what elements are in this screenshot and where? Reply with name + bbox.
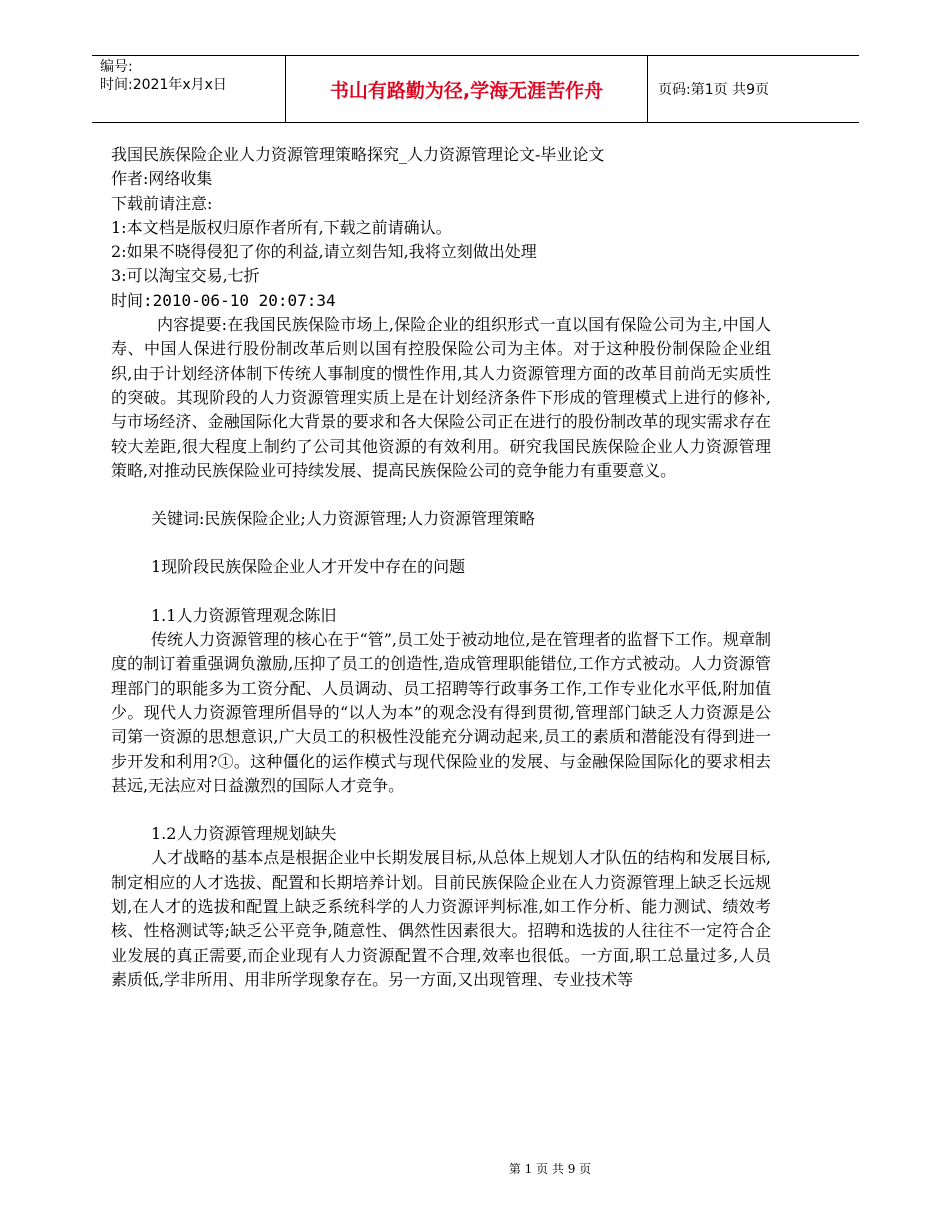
page-footer — [0, 1160, 950, 1177]
document-time: 时间:2010-06-10 20:07:34 — [111, 290, 336, 310]
motto-text: 书山有路勤为径,学海无涯苦作舟 — [329, 79, 604, 102]
document-author: 作者:网络收集 — [111, 169, 213, 189]
header-motto-cell — [285, 56, 648, 122]
notice-heading: 下载前请注意: — [111, 193, 213, 213]
spacer — [111, 580, 771, 604]
notice-item-3: 3:可以淘宝交易,七折 — [111, 266, 260, 286]
spacer — [111, 798, 771, 822]
number-label: 编号: — [100, 59, 133, 75]
section-heading-1-1: 1.1人力资源管理观念陈旧 — [151, 605, 337, 625]
spacer — [111, 483, 771, 507]
keywords-line: 关键词:民族保险企业;人力资源管理;人力资源管理策略 — [151, 509, 536, 529]
document-body — [111, 143, 771, 992]
page-info: 页码:第1页 共9页 — [658, 82, 769, 98]
document-title: 我国民族保险企业人力资源管理策略探究_人力资源管理论文-毕业论文 — [111, 145, 605, 164]
page-header — [92, 55, 859, 123]
notice-item-2: 2:如果不晓得侵犯了你的利益,请立刻告知,我将立刻做出处理 — [111, 242, 537, 262]
section-1-2-paragraph: 人才战略的基本点是根据企业中长期发展目标,从总体上规划人才队伍的结构和发展目标,制定相应的人才选拔、配置和长期培养计划。目前民族保险企业在人力资源管理上缺乏长远规划,在人才的选拔和配置上缺乏系统科学的人力资源评判标准,如工作分析、能力测试、绩效考核、性格测试等;缺乏公平竞争,随意性、偶然性因素很大。招聘和选拔的人往往不一定符合企业发展的真正需要,而企业现有人力资源配置不合理,效率也很低。一方面,职工总量过多,人员素质低,学非所用、用非所学现象存在。另一方面,又出现管理、专业技术等 — [111, 848, 771, 989]
section-heading-1-2: 1.2人力资源管理规划缺失 — [151, 824, 337, 844]
section-1-1-paragraph: 传统人力资源管理的核心在于“管”,员工处于被动地位,是在管理者的监督下工作。规章制度的制订着重强调负激励,压抑了员工的创造性,造成管理职能错位,工作方式被动。人力资源管理部门的职能多为工资分配、人员调动、员工招聘等行政事务工作,工作专业化水平低,附加值少。现代人力资源管理所倡导的“以人为本”的观念没有得到贯彻,管理部门缺乏人力资源是公司第一资源的思想意识,广大员工的积极性没能充分调动起来,员工的素质和潜能没有得到进一步开发和利用?①。这种僵化的运作模式与现代保险业的发展、与金融保险国际化的要求相去甚远,无法应对日益激烈的国际人才竞争。 — [111, 630, 771, 795]
abstract-paragraph: 内容提要:在我国民族保险市场上,保险企业的组织形式一直以国有保险公司为主,中国人寿、中国人保进行股份制改革后则以国有控股保险公司为主体。对于这种股份制保险企业组织,由于计划经济体制下传统人事制度的惯性作用,其人力资源管理方面的改革目前尚无实质性的突破。其现阶段的人力资源管理实质上是在计划经济条件下形成的管理模式上进行的修补,与市场经济、金融国际化大背景的要求和各大保险公司正在进行的股份制改革的现实需求存在较大差距,很大程度上制约了公司其他资源的有效利用。研究我国民族保险企业人力资源管理策略,对推动民族保险业可持续发展、提高民族保险公司的竞争能力有重要意义。 — [111, 315, 771, 480]
header-left-cell — [92, 56, 285, 122]
time-label: 时间:2021年x月x日 — [100, 77, 227, 93]
footer-page-number: 第 1 页 共 9 页 — [508, 1162, 592, 1176]
section-heading-1: 1现阶段民族保险企业人才开发中存在的问题 — [151, 557, 466, 577]
spacer — [111, 531, 771, 555]
header-right-cell — [648, 56, 859, 122]
notice-item-1: 1:本文档是版权归原作者所有,下载之前请确认。 — [111, 217, 452, 237]
